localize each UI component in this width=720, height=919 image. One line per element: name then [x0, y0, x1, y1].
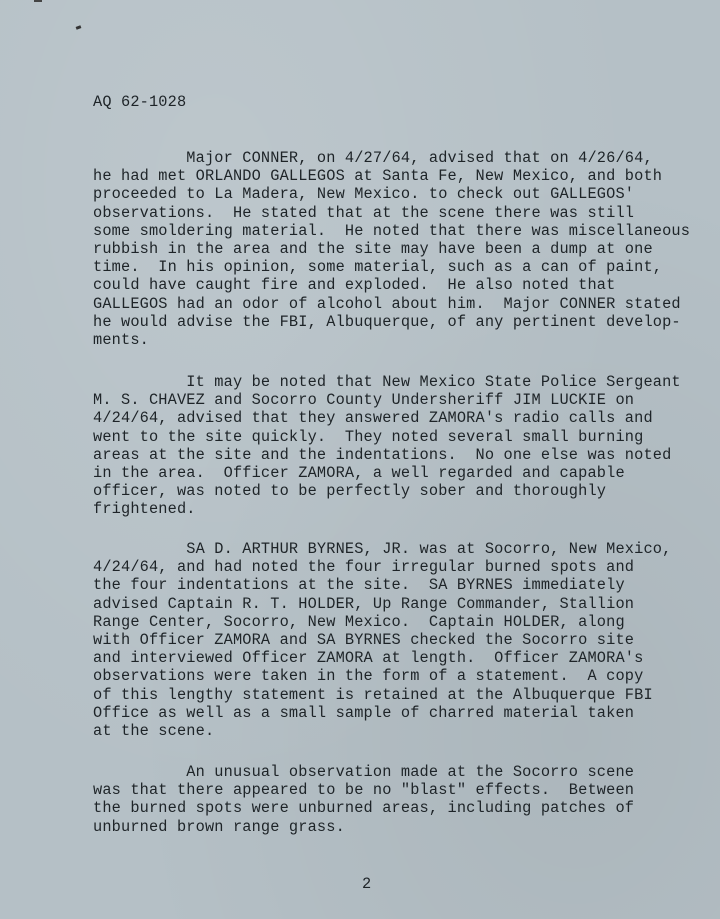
text-line: rubbish in the area and the site may have been a dump at one	[93, 239, 653, 258]
text-line: It may be noted that New Mexico State Police Sergeant	[93, 373, 681, 391]
text-line: unburned brown range grass.	[93, 817, 345, 836]
text-line: M. S. CHAVEZ and Socorro County Undersheriff JIM LUCKIE on	[93, 391, 635, 410]
text-line: areas at the site and the indentations. No one else was noted	[93, 445, 672, 464]
text-line: observations were taken in the form of a statement. A copy	[93, 667, 644, 686]
text-line: he had met ORLANDO GALLEGOS at Santa Fe, New Mexico, and both	[93, 167, 663, 186]
file-number: AQ 62-1028	[93, 93, 187, 111]
scan-mark	[34, 0, 42, 2]
paragraph-4	[93, 763, 634, 836]
text-line: some smoldering material. He noted that there was miscellaneous	[93, 221, 691, 240]
text-line: officer, was noted to be perfectly sober and thoroughly	[93, 482, 607, 501]
text-line: the burned spots were unburned areas, including patches of	[93, 799, 635, 818]
text-line: in the area. Officer ZAMORA, a well regarded and capable	[93, 463, 625, 482]
text-line: Major CONNER, on 4/27/64, advised that on 4/26/64,	[93, 149, 653, 167]
text-line: proceeded to La Madera, New Mexico. to check out GALLEGOS'	[93, 185, 635, 204]
paragraph-3	[93, 540, 671, 740]
text-line: Office as well as a small sample of charred material taken	[93, 703, 635, 722]
scan-mark	[76, 25, 82, 30]
text-line: and interviewed Officer ZAMORA at length. Officer ZAMORA's	[93, 649, 644, 668]
text-line: Range Center, Socorro, New Mexico. Captain HOLDER, along	[93, 612, 625, 631]
text-line: observations. He stated that at the scene there was still	[93, 203, 635, 222]
paragraph-1	[93, 149, 690, 349]
text-line: advised Captain R. T. HOLDER, Up Range Commander, Stallion	[93, 594, 635, 613]
text-line: he would advise the FBI, Albuquerque, of any pertinent develop-	[93, 312, 681, 331]
text-line: 4/24/64, and had noted the four irregular burned spots and	[93, 558, 635, 577]
text-line: SA D. ARTHUR BYRNES, JR. was at Socorro, New Mexico,	[93, 540, 672, 558]
text-line: the four indentations at the site. SA BYRNES immediately	[93, 576, 625, 595]
text-line: An unusual observation made at the Socorro scene	[93, 763, 635, 781]
text-line: GALLEGOS had an odor of alcohol about him. Major CONNER stated	[93, 294, 681, 313]
text-line: could have caught fire and exploded. He also noted that	[93, 276, 616, 295]
text-line: of this lengthy statement is retained at the Albuquerque FBI	[93, 685, 653, 704]
text-line: 4/24/64, advised that they answered ZAMORA's radio calls and	[93, 409, 653, 428]
page-number: 2	[362, 875, 372, 893]
text-line: with Officer ZAMORA and SA BYRNES checked the Socorro site	[93, 630, 635, 649]
text-line: went to the site quickly. They noted several small burning	[93, 427, 644, 446]
text-line: time. In his opinion, some material, such as a can of paint,	[93, 258, 663, 277]
text-line: at the scene.	[93, 721, 215, 740]
text-line: was that there appeared to be no "blast" effects. Between	[93, 781, 635, 800]
text-line: ments.	[93, 330, 149, 349]
paragraph-2	[93, 373, 681, 519]
text-line: frightened.	[93, 500, 196, 519]
